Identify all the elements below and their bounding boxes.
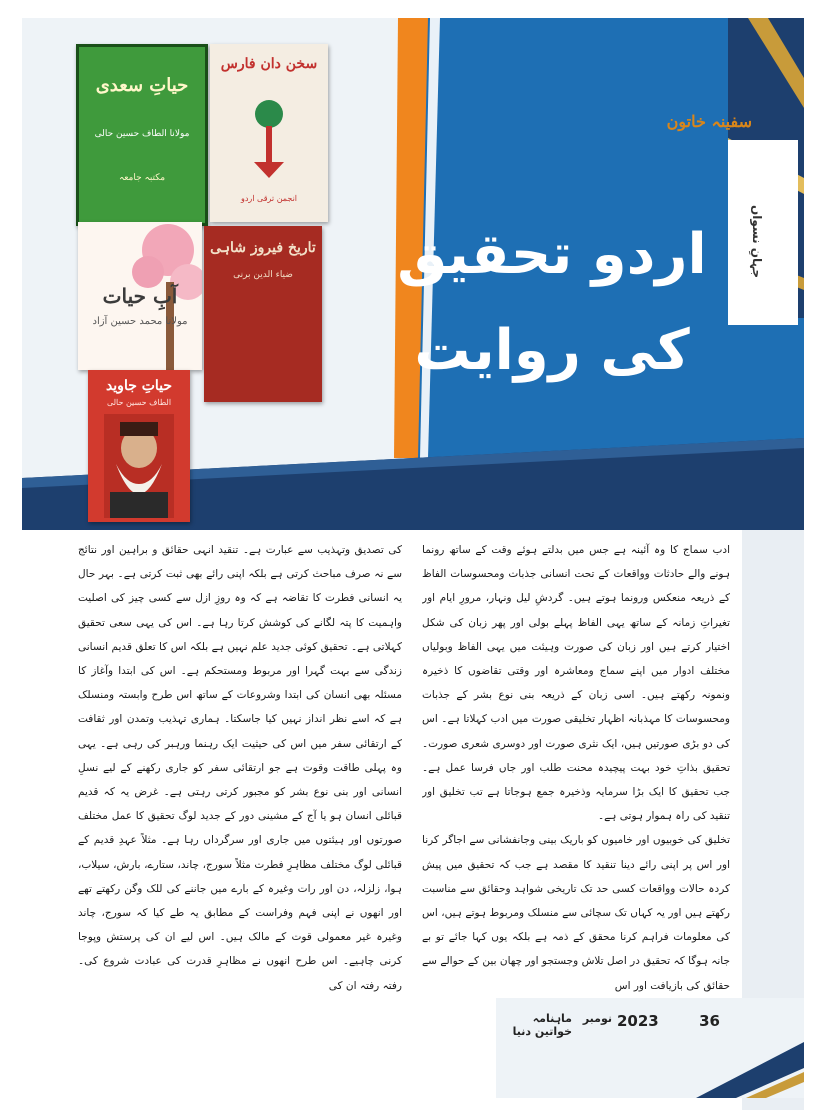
book-title: آبِ حیات xyxy=(102,284,178,308)
paragraph: کی تصدیق وتہذیب سے عبارت ہے۔ تنقید انہی حقائق و براہین اور نتائج سے نہ صرف مباحث کرتی ہے بلکہ اپنی رائے بھی ثبت کرتی ہے۔ بہر حال یہ انسانی فطرت کا تقاضہ ہے کہ وہ روزِ ازل سے کسی چیز کی اصلیت واہمیت کا پتہ لگانے کی کوشش کرتا رہا ہے۔ اس کی یہی سعی تحقیق کہلاتی ہے۔ تحقیق کوئی جدید علم نہیں ہے بلکہ اس کا تعلق قدیم انسانی زندگی سے بہت گہرا اور مربوط ومستحکم ہے۔ اس کی ابتدا وآغاز کا مسئلہ بھی انسان کی ابتدا وشروعات کے ساتھ اس طرح وابستہ ومنسلک ہے کہ اسے نظر انداز نہیں کیا جاسکتا۔ ہماری تہذیب وتمدن اور ثقافت کے ارتقائی سفر میں اس کی حیثیت ایک رہنما ورہبر کی رہی ہے۔ یہی وہ پہلی طاقت وقوت ہے جو ارتقائی سفر کو جاری رکھنے کے لیے نسلِ انسانی اور بنی نوع بشر کو مجبور کرتی رہتی ہے۔ غرض یہ کہ قدیم قبائلی انسان ہو یا آج کے مشینی دور کے جدید لوگ تحقیق کا عمل مختلف صورتوں اور ہیئتوں میں جاری اور سرگرداں رہا ہے۔ مثلاً عہدِ قدیم کے قبائلی لوگ مختلف مظاہرِ فطرت مثلاً سورج، چاند، ستارے، بارش، سیلاب، ہوا، زلزلہ، دن اور رات وغیرہ کے بارے میں جاننے کی للک وگن رکھتے تھے اور انھوں نے اپنی فہم وفراست کے مطابق یہ طے کیا کہ سورج، چاند وغیرہ غیر معمولی قوت کے مالک ہیں۔ اس لیے ان کی پرستش وپوجا کرنی چاہیے۔ اس طرح انھوں نے مظاہرِ قدرت کی عبادت شروع کی۔ رفتہ رفتہ ان کی xyxy=(78,544,402,992)
book-title: تاریخ فیروز شاہی xyxy=(210,240,316,256)
book-author: مولانا محمد حسین آزاد xyxy=(92,316,188,327)
book-author: الطاف حسین حالی xyxy=(106,398,172,407)
section-label: جہانِ نسواں xyxy=(750,204,764,278)
page-number: 36 xyxy=(699,1012,720,1030)
book-publisher: انجمن ترقی اردو xyxy=(240,194,298,203)
book-title: حیاتِ جاوید xyxy=(105,378,173,394)
book-cover-tarikh-e-firoz-shahi xyxy=(204,226,322,402)
article-column-left xyxy=(78,538,402,1008)
portrait-image xyxy=(104,414,174,518)
article-title-line1: اردو تحقیق xyxy=(397,222,707,287)
article-title-line2: کی روایت xyxy=(414,318,690,383)
book-cover-hayat-e-saadi xyxy=(76,44,208,226)
book-author: ضیاء الدین برنی xyxy=(233,270,293,280)
book-title: حیاتِ سعدی xyxy=(95,75,189,96)
paragraph: تخلیق کی خوبیوں اور خامیوں کو باریک بینی وجانفشانی سے اجاگر کرنا اور اس پر اپنی رائے دینا تنقید کا مقصد ہے جب کہ تحقیق میں پیش کردہ حالات وواقعات کسی حد تک تاریخی شواہد وحقائق سے مناسبت رکھتے ہیں اور یہ کہاں تک سچائی سے منسلک ومربوط ہوتے ہیں، اس کی معلومات فراہم کرنا محقق کے ذمہ ہے بلکہ یوں کہا جائے تو بے جانہ ہوگا کہ تحقیق در اصل تلاش وجستجو اور چھان بین کے حوالے سے حقائق کی بازیافت اور اس xyxy=(422,834,730,992)
book-author: مولانا الطاف حسین حالی xyxy=(94,129,190,139)
paragraph: ادب سماج کا وہ آئینہ ہے جس میں بدلتے ہوئے وقت کے ساتھ رونما ہونے والے حادثات وواقعات کے تحت انسانی جذبات ومحسوسات الفاظ کے ذریعہ منعکس ورونما ہوتے ہیں۔ گردشِ لیل ونہار، مرورِ ایام اور تغیراتِ زمانہ کے ساتھ یہی الفاظ پہلے بولی اور پھر زبان کی شکل اختیار کرتے ہیں اور زبان کی صورت وہیئت میں یہی الفاظ وبولیاں مختلف ادوار میں اپنے سماج ومعاشرہ اور وقتی تقاضوں کا ذخیرہ ونمونہ رکھتے ہیں۔ اسی زبان کے ذریعہ بنی نوع بشر کے جذبات ومحسوسات کا مہذبانہ اظہار تخلیقی صورت میں ادب کہلاتا ہے۔ اس کی دو بڑی صورتیں ہیں، ایک نثری صورت اور دوسری شعری صورت۔ تحقیق بذاتِ خود بہت پیچیدہ محنت طلب اور جاں فرسا عمل ہے۔ جب تحقیق کا ایک بڑا سرمایہ وذخیرہ جمع ہوجاتا ہے تب تخلیق اور تنقید کی راہ ہموار ہوتی ہے۔ xyxy=(422,544,730,823)
issue-month: نومبر xyxy=(582,1012,612,1025)
book-cover-hayat-e-javed xyxy=(88,370,190,522)
left-margin xyxy=(0,540,22,1100)
author-name: سفینہ خاتون xyxy=(666,112,752,131)
book-title: سخن دان فارس xyxy=(220,56,318,72)
book-cover-sukhandan-e-fars xyxy=(210,44,328,222)
book-emblem-icon xyxy=(244,92,294,182)
book-cover-aab-e-hayat xyxy=(78,222,202,370)
issue-year: 2023 xyxy=(617,1012,659,1030)
book-publisher: مکتبہ جامعہ xyxy=(118,173,166,183)
article-column-right xyxy=(422,538,730,993)
magazine-name: ماہنامہ خواتین دنیا xyxy=(512,1012,572,1038)
